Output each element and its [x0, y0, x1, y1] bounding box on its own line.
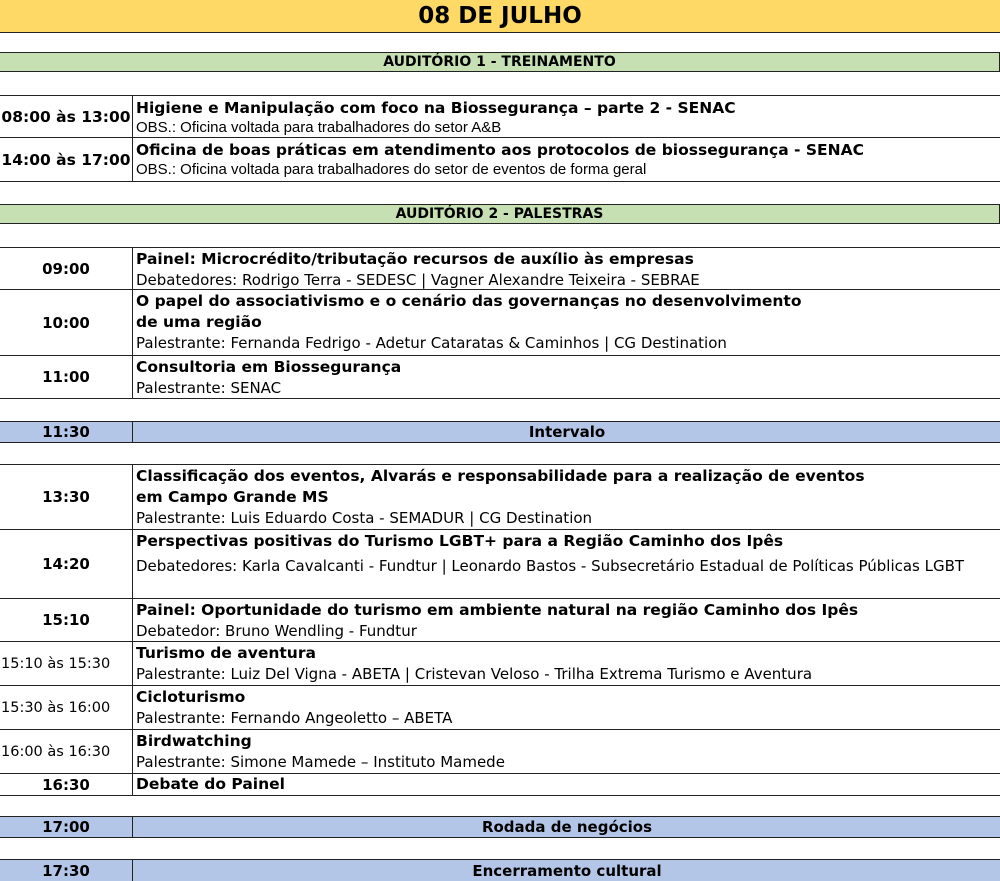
section-heading-auditorio-1: AUDITÓRIO 1 - TREINAMENTO: [0, 52, 1000, 72]
time-slot: 17:00: [0, 817, 133, 837]
session-title: Painel: Oportunidade do turismo em ambiente natural na região Caminho dos Ipês: [136, 601, 859, 619]
schedule-row: [0, 138, 1000, 182]
session-title: Oficina de boas práticas em atendimento aos protocolos de biossegurança - SENAC: [136, 141, 864, 159]
time-slot: 10:00: [0, 290, 133, 355]
time-slot: 14:20: [0, 530, 133, 598]
time-slot: 11:00: [0, 356, 133, 398]
session-speakers: Palestrante: Simone Mamede – Instituto Mamede: [136, 753, 505, 771]
schedule-row: [0, 774, 1000, 796]
session-speakers: Debatedores: Karla Cavalcanti - Fundtur | Leonardo Bastos - Subsecretário Estadual de Políticas Públicas LGBT: [136, 557, 965, 575]
session-note: OBS.: Oficina voltada para trabalhadores do setor A&B: [136, 119, 502, 136]
section-heading-auditorio-2: AUDITÓRIO 2 - PALESTRAS: [0, 204, 1000, 224]
time-slot: 15:10: [0, 599, 133, 641]
schedule-row: [0, 730, 1000, 774]
break-row: [0, 421, 1000, 443]
closing-label: Encerramento cultural: [472, 861, 662, 880]
time-slot: 15:10 às 15:30: [0, 642, 133, 685]
break-label: Intervalo: [528, 423, 606, 441]
time-slot: 17:30: [0, 860, 133, 881]
schedule-row: [0, 247, 1000, 290]
time-slot: 14:00 às 17:00: [0, 138, 133, 181]
session-speakers: Debatedor: Bruno Wendling - Fundtur: [136, 622, 417, 640]
time-slot: 16:00 às 16:30: [0, 730, 133, 773]
session-speakers: Palestrante: Luis Eduardo Costa - SEMADUR | CG Destination: [136, 509, 593, 527]
session-speakers: Palestrante: Fernanda Fedrigo - Adetur Cataratas & Caminhos | CG Destination: [136, 334, 727, 352]
session-title: O papel do associativismo e o cenário das governanças no desenvolvimento de uma região: [136, 292, 802, 331]
session-title: Cicloturismo: [136, 688, 246, 706]
time-slot: 09:00: [0, 248, 133, 289]
session-note: OBS.: Oficina voltada para trabalhadores do setor de eventos de forma geral: [136, 161, 647, 178]
session-speakers: Palestrante: SENAC: [136, 379, 282, 397]
closing-row: [0, 859, 1000, 881]
schedule-row: [0, 599, 1000, 642]
schedule-row: [0, 642, 1000, 686]
session-speakers: Palestrante: Fernando Angeoletto – ABETA: [136, 709, 453, 727]
page-title: 08 DE JULHO: [0, 0, 1000, 33]
session-title: Birdwatching: [136, 732, 252, 750]
schedule-row: [0, 464, 1000, 530]
business-round-label: Rodada de negócios: [481, 818, 653, 836]
session-title: Turismo de aventura: [136, 644, 316, 662]
schedule-row: [0, 686, 1000, 730]
time-slot: 15:30 às 16:00: [0, 686, 133, 729]
session-title: Painel: Microcrédito/tributação recursos de auxílio às empresas: [136, 250, 694, 268]
session-title: Debate do Painel: [136, 775, 285, 793]
schedule-row: [0, 95, 1000, 138]
session-title: Perspectivas positivas do Turismo LGBT+ para a Região Caminho dos Ipês: [136, 532, 784, 550]
business-round-row: [0, 816, 1000, 838]
session-title: Classificação dos eventos, Alvarás e responsabilidade para a realização de eventos em Campo Grande MS: [136, 467, 865, 506]
session-speakers: Palestrante: Luiz Del Vigna - ABETA | Cristevan Veloso - Trilha Extrema Turismo e Aventura: [136, 665, 813, 683]
session-speakers: Debatedores: Rodrigo Terra - SEDESC | Vagner Alexandre Teixeira - SEBRAE: [136, 271, 700, 289]
time-slot: 13:30: [0, 465, 133, 529]
time-slot: 16:30: [0, 774, 133, 795]
schedule-row: [0, 290, 1000, 356]
session-title: Higiene e Manipulação com foco na Biossegurança – parte 2 - SENAC: [136, 99, 736, 117]
time-slot: 11:30: [0, 422, 133, 442]
session-title: Consultoria em Biossegurança: [136, 358, 402, 376]
time-slot: 08:00 às 13:00: [0, 96, 133, 137]
schedule-row: [0, 530, 1000, 599]
schedule-row: [0, 356, 1000, 399]
